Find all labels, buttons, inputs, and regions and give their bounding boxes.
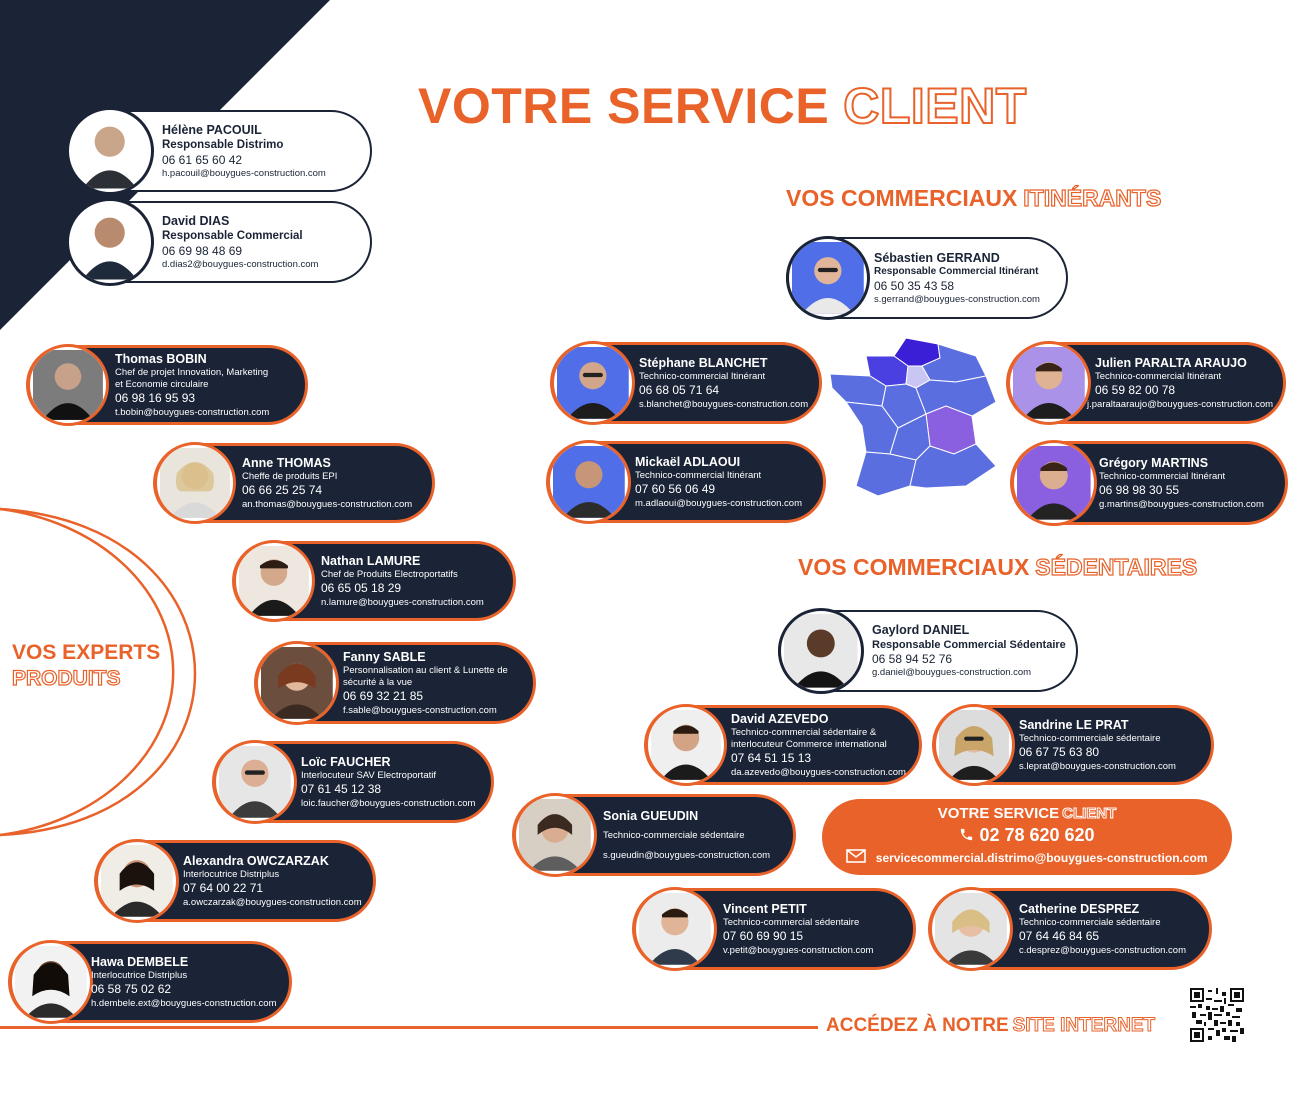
contact-info [162,122,326,180]
service-email[interactable]: servicecommercial.distrimo@bouygues-construction.com [875,851,1208,866]
contact-name: Gaylord DANIEL [872,623,970,638]
contact-email[interactable]: g.martins@bouygues-construction.com [1099,498,1264,510]
contact-phone[interactable]: 06 58 75 02 62 [91,982,172,997]
service-client-box [822,799,1232,875]
contact-phone[interactable]: 07 64 00 22 71 [183,881,264,896]
avatar [551,341,635,425]
contact-role [1019,733,1176,745]
role-line: Personnalisation au client & Lunette de [343,665,508,677]
contact-role: Responsable Commercial [162,229,303,242]
section-sedentary-outline: SÉDENTAIRES [1035,554,1198,580]
avatar [1007,341,1091,425]
contact-role: Technico-commercial Itinérant [1099,471,1226,483]
contact-phone[interactable]: 07 60 69 90 15 [723,929,804,944]
role-line: Interlocutrice Distriplus [183,869,280,881]
role-line: Cheffe de produits EPI [242,471,338,483]
phone-icon [959,824,974,848]
contact-info [162,213,318,271]
footer-cta-outline: SITE INTERNET [1012,1015,1156,1036]
contact-name: Sandrine LE PRAT [1019,718,1129,733]
contact-info [723,901,873,957]
contact-phone[interactable]: 06 58 94 52 76 [872,652,953,667]
contact-card-sable [254,642,536,724]
role-line: Technico-commerciale sédentaire [1019,917,1161,929]
contact-role [731,727,906,751]
france-map [826,336,1002,502]
service-mail-line[interactable] [822,848,1232,869]
contact-card-gueudin [512,794,796,876]
footer-cta-solid: ACCÉDEZ À NOTRE [826,1015,1009,1036]
avatar [933,704,1015,786]
contact-phone[interactable]: 07 60 56 06 49 [635,482,716,497]
contact-name: Sébastien GERRAND [874,250,1000,265]
contact-email[interactable]: f.sable@bouygues-construction.com [343,704,497,716]
contact-phone[interactable]: 06 98 98 30 55 [1099,483,1180,498]
contact-phone[interactable]: 06 69 98 48 69 [162,243,243,258]
contact-phone[interactable]: 06 50 35 43 58 [874,278,955,293]
section-title-itinerants [786,184,1161,212]
role-line: sécurité à la vue [343,677,413,689]
contact-email[interactable]: t.bobin@bouygues-construction.com [115,406,270,418]
contact-name: David DIAS [162,213,230,228]
avatar [66,107,154,195]
contact-name: Nathan LAMURE [321,554,421,569]
contact-phone[interactable]: 06 65 05 18 29 [321,581,402,596]
avatar [786,236,870,320]
contact-role: Responsable Commercial Itinérant [874,265,1039,277]
avatar [213,740,297,824]
contact-info [603,808,770,862]
avatar [633,887,717,971]
contact-phone[interactable]: 07 61 45 12 38 [301,782,382,797]
contact-card-dembele [8,941,292,1023]
contact-role [91,970,277,982]
contact-card-adlaoui [546,441,826,523]
contact-email[interactable]: s.gerrand@bouygues-construction.com [874,294,1040,305]
contact-email[interactable]: d.dias2@bouygues-construction.com [162,258,319,270]
contact-role: Technico-commercial Itinérant [1095,371,1222,383]
contact-name: Stéphane BLANCHET [639,356,768,371]
contact-name: Sonia GUEUDIN [603,808,699,823]
contact-role: Technico-commercial Itinérant [639,371,766,383]
contact-name: David AZEVEDO [731,712,829,727]
role-line: Technico-commerciale sédentaire [603,829,745,841]
contact-role [1019,917,1186,929]
contact-info [321,553,484,609]
contact-email[interactable]: g.daniel@bouygues-construction.com [872,667,1032,679]
contact-role: Responsable Commercial Sédentaire [872,639,1066,652]
contact-role [343,665,508,689]
contact-name: Thomas BOBIN [115,352,207,367]
role-line: Technico-commerciale sédentaire [1019,733,1161,745]
avatar [547,440,631,524]
contact-role: Responsable Distrimo [162,138,284,151]
contact-card-dias [66,201,372,283]
contact-email[interactable]: s.leprat@bouygues-construction.com [1019,760,1176,772]
contact-card-lamure [232,541,516,621]
contact-name: Anne THOMAS [242,456,331,471]
contact-name: Julien PARALTA ARAUJO [1095,356,1247,371]
contact-phone[interactable]: 06 67 75 63 80 [1019,745,1100,760]
contact-email[interactable]: s.gueudin@bouygues-construction.com [603,850,771,861]
avatar [66,198,154,286]
contact-email[interactable]: c.desprez@bouygues-construction.com [1019,944,1187,956]
contact-name: Fanny SABLE [343,650,426,665]
contact-info [639,355,808,411]
contact-phone[interactable]: 06 69 32 21 85 [343,689,424,704]
avatar [154,442,236,524]
service-phone-line[interactable] [822,823,1232,848]
role-line: Technico-commercial sédentaire & [731,727,877,739]
contact-role [115,367,269,391]
contact-card-blanchet [550,342,822,424]
contact-card-pacouil [66,110,372,192]
contact-email[interactable]: da.azevedo@bouygues-construction.com [731,766,906,778]
contact-name: Hélène PACOUIL [162,122,262,137]
contact-email[interactable]: h.pacouil@bouygues-construction.com [162,167,326,179]
contact-info [242,455,412,511]
contact-phone[interactable]: 06 68 05 71 64 [639,383,720,398]
contact-card-paralta [1006,342,1286,424]
contact-info [1099,455,1264,511]
contact-role [603,830,770,842]
contact-info [1019,717,1176,773]
contact-name: Mickaël ADLAOUI [635,455,741,470]
role-line: Technico-commercial sédentaire [723,917,860,929]
contact-phone[interactable]: 07 64 51 15 13 [731,751,812,766]
contact-email[interactable]: j.paraltaaraujo@bouygues-construction.com [1087,398,1274,410]
avatar [233,540,315,622]
role-line: interlocuteur Commerce international [731,739,887,751]
contact-email[interactable]: an.thomas@bouygues-construction.com [242,498,413,510]
avatar [1011,440,1097,526]
contact-card-martins [1010,441,1288,525]
role-line: Chef de Produits Electroportatifs [321,569,458,581]
contact-role [242,471,412,483]
contact-info [183,853,362,909]
service-title-solid: VOTRE SERVICE [937,805,1060,822]
contact-name: Catherine DESPREZ [1019,902,1140,917]
contact-info [91,954,277,1010]
contact-card-petit [632,888,916,970]
service-box-title [822,805,1232,823]
section-experts-outline: PRODUITS [12,667,121,690]
service-title-outline: CLIENT [1062,805,1117,822]
avatar [645,704,727,786]
contact-phone[interactable]: 07 64 46 84 65 [1019,929,1100,944]
contact-email[interactable]: loic.faucher@bouygues-construction.com [301,797,476,809]
contact-info [1087,355,1273,411]
section-itinerant-outline: ITINÉRANTS [1023,185,1162,211]
contact-card-desprez [928,888,1212,970]
contact-info [874,250,1040,306]
contact-card-owczarzak [94,840,376,922]
role-line: et Economie circulaire [115,379,209,391]
section-title-sedentaries [798,553,1197,581]
avatar [929,887,1013,971]
contact-card-gerrand [786,237,1068,319]
contact-email[interactable]: v.petit@bouygues-construction.com [723,944,874,956]
contact-name: Alexandra OWCZARZAK [183,854,329,869]
contact-info [731,711,906,779]
mail-icon [846,849,866,869]
section-experts-solid: VOS EXPERTS [12,641,161,664]
avatar [9,940,93,1024]
avatar [513,793,597,877]
qr-code-icon[interactable] [1190,988,1244,1042]
contact-info [343,649,508,717]
section-itinerant-solid: VOS COMMERCIAUX [786,185,1018,211]
role-line: Interlocutrice Distriplus [91,970,188,982]
contact-email[interactable]: h.dembele.ext@bouygues-construction.com [91,997,277,1009]
contact-card-bobin [26,345,308,425]
contact-info [1019,901,1186,957]
contact-name: Loïc FAUCHER [301,755,391,770]
section-sedentary-solid: VOS COMMERCIAUX [798,554,1030,580]
contact-card-daniel [778,610,1078,692]
service-phone[interactable]: 02 78 620 620 [979,825,1095,845]
footer-divider [0,1026,818,1029]
contact-email[interactable]: a.owczarzak@bouygues-construction.com [183,896,362,908]
footer-cta[interactable] [826,1014,1155,1038]
contact-phone[interactable]: 06 59 82 00 78 [1095,383,1176,398]
contact-role [723,917,873,929]
contact-email[interactable]: s.blanchet@bouygues-construction.com [639,398,809,410]
contact-role [183,869,362,881]
role-line: Chef de projet Innovation, Marketing [115,367,269,379]
contact-email[interactable]: m.adlaoui@bouygues-construction.com [635,497,803,509]
contact-name: Vincent PETIT [723,902,807,917]
title-outline: CLIENT [843,78,1027,134]
contact-name: Hawa DEMBELE [91,955,189,970]
contact-role [301,770,475,782]
avatar [95,839,179,923]
contact-card-leprat [932,705,1214,785]
avatar [255,641,339,725]
decorative-arc [0,505,210,840]
contact-info [301,754,475,810]
contact-role: Technico-commercial Itinérant [635,470,762,482]
contact-card-thomas [153,443,435,523]
avatar [778,608,864,694]
contact-role [321,569,484,581]
contact-card-faucher [212,741,494,823]
contact-phone[interactable]: 06 98 16 95 93 [115,391,196,406]
page-title [418,76,1027,136]
avatar [27,344,109,426]
contact-phone[interactable]: 06 61 65 60 42 [162,152,243,167]
role-line: Interlocuteur SAV Electroportatif [301,770,436,782]
contact-info [115,351,269,419]
title-solid: VOTRE SERVICE [418,78,830,134]
contact-info [635,454,802,510]
contact-info [872,622,1066,680]
contact-phone[interactable]: 06 66 25 25 74 [242,483,323,498]
contact-name: Grégory MARTINS [1099,456,1209,471]
contact-card-azevedo [644,705,922,785]
contact-email[interactable]: n.lamure@bouygues-construction.com [321,596,484,608]
